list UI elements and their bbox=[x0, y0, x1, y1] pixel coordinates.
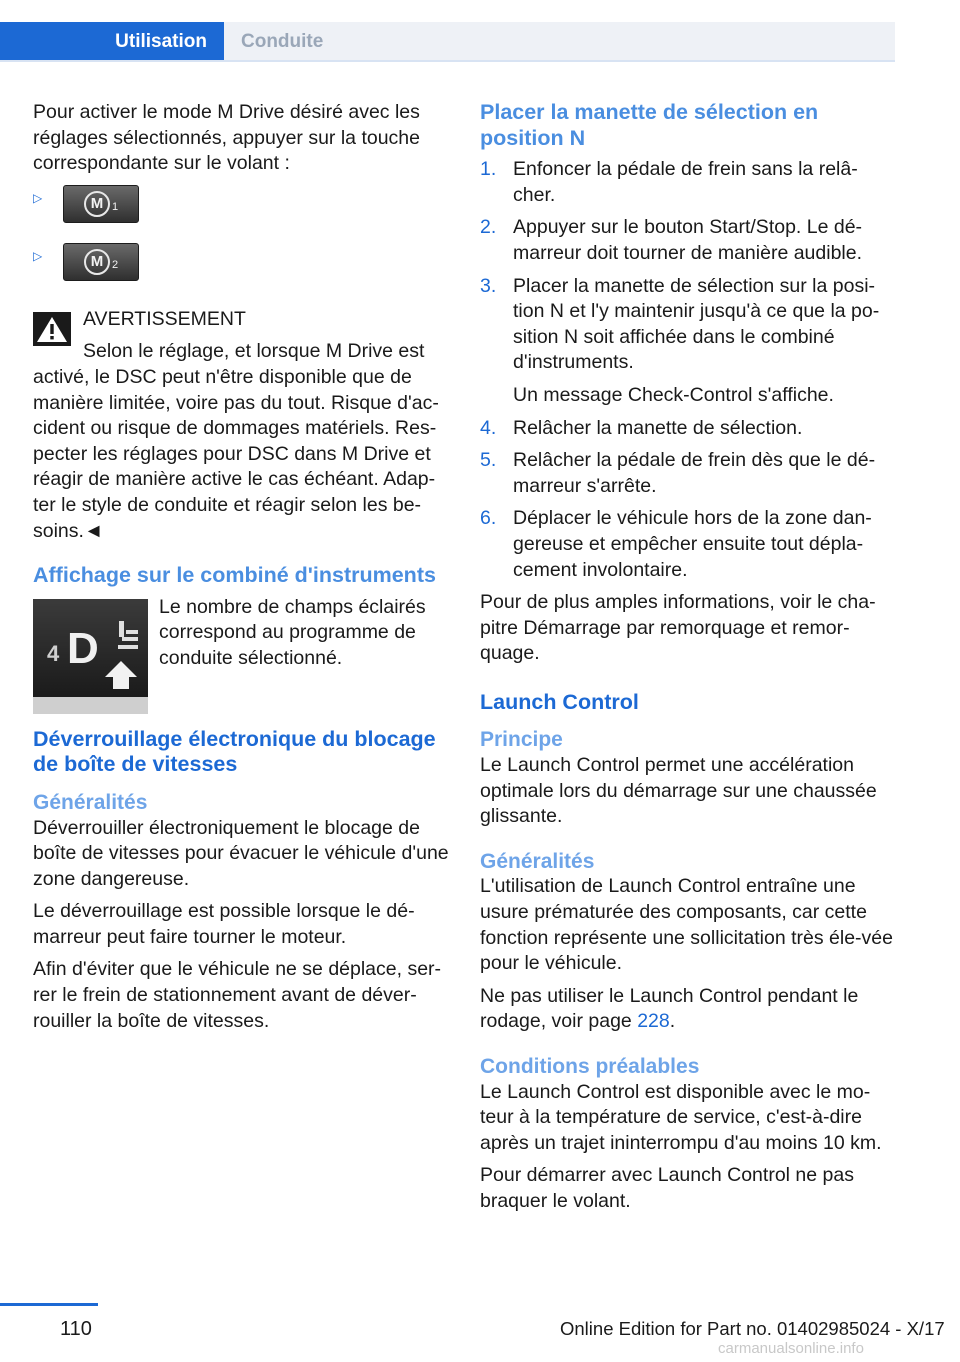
step-number: 6. bbox=[480, 507, 497, 530]
tab-utilisation[interactable] bbox=[0, 22, 224, 62]
step-text: Enfoncer la pédale de frein sans la relâ-cher. bbox=[513, 158, 858, 206]
triangle-bullet-icon: ▷ bbox=[33, 190, 43, 205]
step-text: Déplacer le véhicule hors de la zone dan-gereuse et empêcher ensuite tout dépla-cement involontaire. bbox=[513, 507, 872, 581]
steering-paragraph: Pour démarrer avec Launch Control ne pas braquer le volant. bbox=[480, 1164, 854, 1212]
display-text: Le nombre de champs éclairés correspond au programme de conduite sélectionné. bbox=[159, 595, 426, 669]
launch-control-heading: Launch Control bbox=[480, 689, 639, 714]
instrument-cluster-image bbox=[33, 599, 148, 714]
page-number: 110 bbox=[60, 1318, 92, 1340]
tab-conduite[interactable] bbox=[224, 22, 895, 62]
m-letter: M bbox=[84, 191, 110, 217]
breakin-text: Ne pas utiliser le Launch Control pendant le rodage, voir page bbox=[480, 984, 859, 1033]
list-item bbox=[480, 506, 895, 583]
step-text: Placer la manette de sélection sur la posi-tion N et l'y maintenir jusqu'à ce que la po-sition N soit affichée dans le combiné d'instruments. bbox=[513, 274, 880, 374]
list-item-m1 bbox=[33, 185, 450, 243]
triangle-bullet-icon: ▷ bbox=[33, 248, 43, 263]
tab-conduite-label: Conduite bbox=[241, 31, 324, 52]
list-item bbox=[480, 416, 895, 442]
general-heading-left: Généralités bbox=[33, 790, 148, 814]
warning-body: activé, le DSC peut n'être disponible que de manière limitée, voire pas du tout. Risque d'ac-cident ou risque de dommages matériels. Res-pecter les réglages pour DSC dans M Drive et réagir de manière active le cas échéant. Adap-ter le style de conduite et réagir selon les be-soins.◄ bbox=[33, 365, 439, 542]
warning-triangle-icon bbox=[33, 312, 71, 346]
display-heading: Affichage sur le combiné d'instruments bbox=[33, 563, 436, 588]
step-number: 5. bbox=[480, 449, 497, 472]
general-paragraph-right: L'utilisation de Launch Control entraîne une usure prématurée des composants, car cette fonction représente une sollicitation très éle-vée pour le véhicule. bbox=[480, 875, 893, 975]
display-section bbox=[33, 595, 450, 711]
unlock-heading: Déverrouillage électronique du blocage de boîte de vitesses bbox=[33, 726, 436, 777]
m2-button-icon bbox=[63, 243, 139, 281]
general-paragraph: Déverrouiller électroniquement le blocage de boîte de vitesses pour évacuer le véhicule d'une zone dangereuse. bbox=[33, 816, 449, 890]
page-link[interactable]: 228 bbox=[637, 1010, 670, 1033]
watermark: carmanualsonline.info bbox=[718, 1340, 864, 1357]
principle-heading: Principe bbox=[480, 728, 563, 752]
step-text: Relâcher la pédale de frein dès que le dé-marreur s'arrête. bbox=[513, 449, 876, 497]
warning-first-line: Selon le réglage, et lorsque M Drive est bbox=[83, 340, 425, 363]
step-number: 1. bbox=[480, 158, 497, 181]
list-item bbox=[480, 215, 895, 266]
gear-number: 4 bbox=[47, 640, 60, 666]
m-subscript: 1 bbox=[111, 200, 119, 213]
header-tabbar bbox=[0, 0, 895, 62]
right-column bbox=[480, 100, 895, 1222]
conditions-heading: Conditions préalables bbox=[480, 1055, 700, 1078]
step-number: 3. bbox=[480, 274, 497, 297]
tab-utilisation-label: Utilisation bbox=[115, 31, 207, 52]
more-info-paragraph: Pour de plus amples informations, voir le cha-pitre Démarrage par remorquage et remor-quage. bbox=[480, 591, 876, 665]
step-number: 4. bbox=[480, 416, 497, 439]
m1-button-icon bbox=[63, 185, 139, 223]
footer-divider bbox=[0, 1303, 98, 1306]
warning-title: AVERTISSEMENT bbox=[83, 307, 246, 330]
list-item-m2 bbox=[33, 243, 450, 301]
gear-mode: D bbox=[67, 623, 99, 673]
general-paragraph: Afin d'éviter que le véhicule ne se déplace, ser-rer le frein de stationnement avant de déver-rouiller la boîte de vitesses. bbox=[33, 958, 442, 1032]
list-item bbox=[480, 274, 895, 409]
m-subscript: 2 bbox=[111, 258, 119, 271]
list-item bbox=[480, 448, 895, 499]
breakin-paragraph bbox=[480, 984, 895, 1035]
list-item bbox=[480, 157, 895, 208]
edition-note: Online Edition for Part no. 01402985024 - X/17 bbox=[560, 1318, 945, 1339]
m-letter: M bbox=[84, 249, 110, 275]
header-divider bbox=[0, 60, 895, 62]
general-paragraph: Le déverrouillage est possible lorsque le dé-marreur peut faire tourner le moteur. bbox=[33, 900, 415, 948]
principle-paragraph: Le Launch Control permet une accélération optimale lors du démarrage sur une chaussée glissante. bbox=[480, 754, 877, 828]
steps-list bbox=[480, 157, 895, 583]
general-heading-right: Généralités bbox=[480, 849, 595, 873]
intro-paragraph: Pour activer le mode M Drive désiré avec les réglages sélectionnés, appuyer sur la touche correspondante sur le volant : bbox=[33, 101, 420, 175]
neutral-heading: Placer la manette de sélection en position N bbox=[480, 100, 819, 150]
left-column bbox=[33, 100, 450, 1041]
conditions-paragraph: Le Launch Control est disponible avec le mo-teur à la température de service, c'est-à-dire après un trajet ininterrompu d'au moins 10 km. bbox=[480, 1080, 882, 1154]
step-text: Appuyer sur le bouton Start/Stop. Le dé-marreur doit tourner de manière audible. bbox=[513, 216, 863, 264]
warning-block bbox=[33, 307, 450, 544]
step-note: Un message Check-Control s'affiche. bbox=[513, 383, 834, 406]
step-number: 2. bbox=[480, 216, 497, 239]
step-text: Relâcher la manette de sélection. bbox=[513, 416, 803, 439]
breakin-end: . bbox=[669, 1010, 676, 1033]
